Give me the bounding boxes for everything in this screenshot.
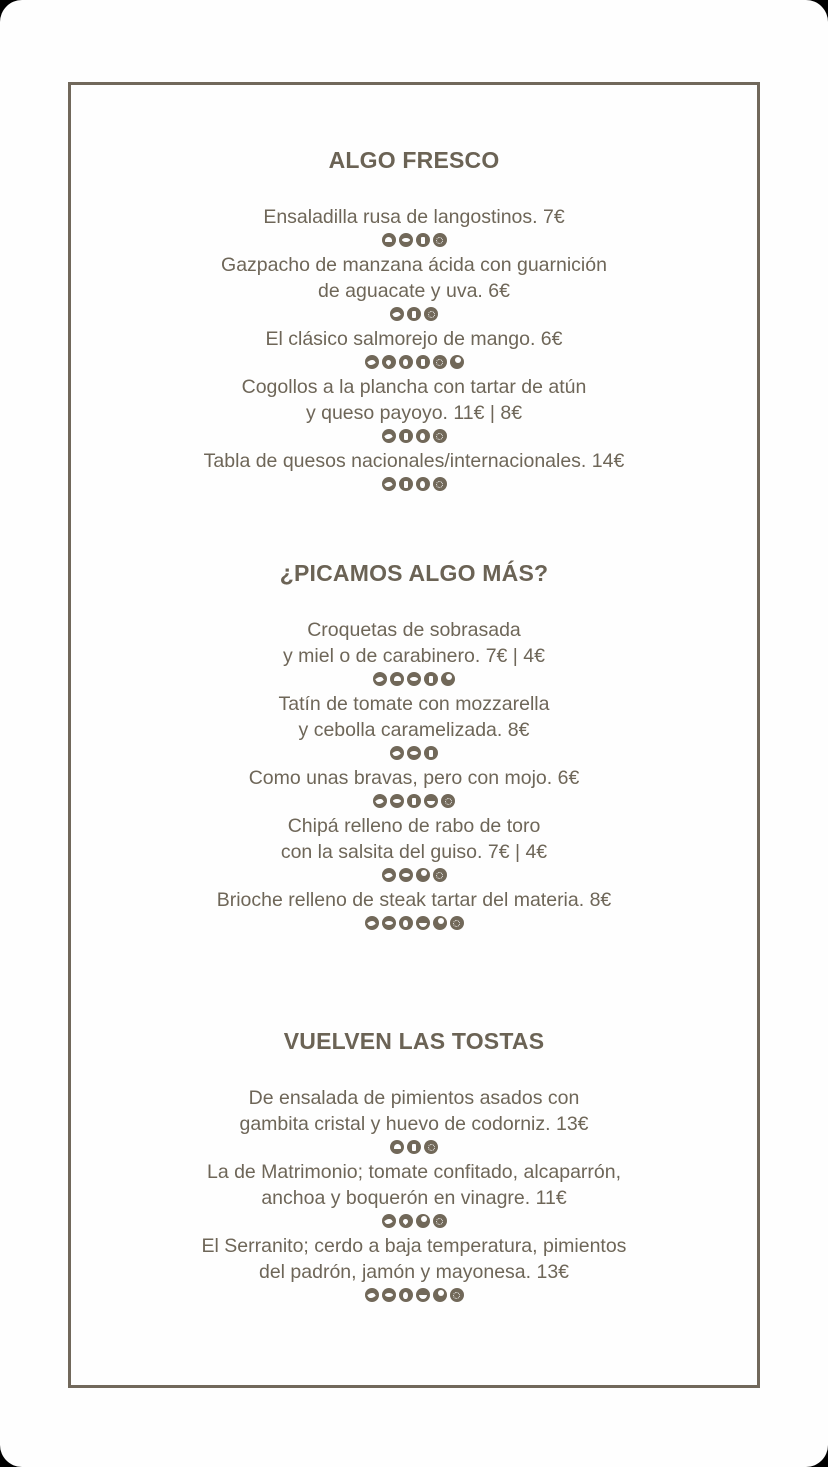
milk-icon — [399, 477, 413, 491]
leaf-icon — [373, 794, 387, 808]
allergen-icons — [71, 230, 757, 250]
section-picamos-algo-mas — [71, 560, 757, 935]
menu-item-text: y queso payoyo. 11€ | 8€ — [305, 402, 523, 424]
fish-icon — [399, 868, 413, 882]
menu-item — [71, 813, 757, 885]
section-vuelven-las-tostas — [71, 1028, 757, 1307]
moon-icon — [433, 1288, 447, 1302]
milk-icon — [407, 1140, 421, 1154]
drop-icon — [382, 355, 396, 369]
fish-icon — [407, 746, 421, 760]
section-title: ALGO FRESCO — [328, 147, 500, 173]
moon-icon — [416, 1214, 430, 1228]
menu-item — [71, 326, 757, 372]
nut-icon — [433, 429, 447, 443]
leaf-icon — [382, 477, 396, 491]
menu-item — [71, 252, 757, 324]
nut-icon — [433, 233, 447, 247]
menu-item-text: gambita cristal y huevo de codorniz. 13€ — [239, 1113, 589, 1135]
moon-icon — [441, 672, 455, 686]
milk-icon — [424, 746, 438, 760]
menu-item-text: El clásico salmorejo de mango. 6€ — [265, 328, 563, 350]
leaf-icon — [365, 1288, 379, 1302]
fish-icon — [407, 672, 421, 686]
menu-item-text: anchoa y boquerón en vinagre. 11€ — [261, 1187, 567, 1209]
egg-icon — [416, 429, 430, 443]
menu-item-text: Cogollos a la plancha con tartar de atún — [241, 376, 587, 398]
section-title: ¿PICAMOS ALGO MÁS? — [279, 560, 549, 586]
leaf-icon — [382, 429, 396, 443]
milk-icon — [407, 307, 421, 321]
menu-item — [71, 374, 757, 446]
menu-item — [71, 1159, 757, 1231]
leaf-icon — [382, 1214, 396, 1228]
menu-item — [71, 765, 757, 811]
allergen-icons — [71, 304, 757, 324]
nut-icon — [441, 794, 455, 808]
menu-item-text: Chipá relleno de rabo de toro — [287, 815, 541, 837]
menu-item-text: Tabla de quesos nacionales/internacionales. 14€ — [203, 450, 625, 472]
fish-icon — [399, 233, 413, 247]
leaf-icon — [373, 672, 387, 686]
nut-icon — [424, 1140, 438, 1154]
moon-icon — [433, 916, 447, 930]
milk-icon — [416, 233, 430, 247]
section-algo-fresco — [71, 147, 757, 496]
half-icon — [416, 1288, 430, 1302]
menu-item-text: De ensalada de pimientos asados con — [248, 1087, 580, 1109]
menu-item-text: Croquetas de sobrasada — [307, 619, 521, 641]
shell-icon — [390, 1140, 404, 1154]
section-title: VUELVEN LAS TOSTAS — [283, 1028, 545, 1054]
nut-icon — [433, 1214, 447, 1228]
egg-icon — [399, 916, 413, 930]
leaf-icon — [390, 746, 404, 760]
menu-item — [71, 1233, 757, 1305]
menu-item — [71, 204, 757, 250]
menu-item-text: Tatín de tomate con mozzarella — [278, 693, 550, 715]
menu-item-text: Como unas bravas, pero con mojo. 6€ — [248, 767, 580, 789]
allergen-icons — [71, 1211, 757, 1231]
egg-icon — [399, 1288, 413, 1302]
menu-item — [71, 1085, 757, 1157]
allergen-icons — [71, 669, 757, 689]
moon-icon — [450, 355, 464, 369]
menu-item — [71, 448, 757, 494]
menu-frame — [68, 82, 760, 1388]
half-icon — [424, 794, 438, 808]
menu-item-text: y cebolla caramelizada. 8€ — [298, 719, 530, 741]
fish-icon — [382, 1288, 396, 1302]
menu-item-text: La de Matrimonio; tomate confitado, alcaparrón, — [206, 1161, 622, 1183]
nut-icon — [450, 916, 464, 930]
shell-icon — [382, 233, 396, 247]
milk-icon — [407, 794, 421, 808]
leaf-icon — [390, 307, 404, 321]
allergen-icons — [71, 426, 757, 446]
allergen-icons — [71, 474, 757, 494]
allergen-icons — [71, 1137, 757, 1157]
moon-icon — [416, 868, 430, 882]
menu-item — [71, 617, 757, 689]
menu-item-text: de aguacate y uva. 6€ — [318, 280, 510, 302]
menu-item-text: Gazpacho de manzana ácida con guarnición — [221, 254, 607, 276]
allergen-icons — [71, 791, 757, 811]
nut-icon — [433, 868, 447, 882]
milk-icon — [416, 355, 430, 369]
menu-item-text: El Serranito; cerdo a baja temperatura, pimientos — [201, 1235, 627, 1257]
allergen-icons — [71, 352, 757, 372]
menu-item-text: del padrón, jamón y mayonesa. 13€ — [258, 1261, 570, 1283]
half-icon — [416, 916, 430, 930]
shell-icon — [390, 672, 404, 686]
drop-icon — [399, 1214, 413, 1228]
menu-item-text: Ensaladilla rusa de langostinos. 7€ — [263, 206, 565, 228]
nut-icon — [433, 355, 447, 369]
leaf-icon — [365, 355, 379, 369]
allergen-icons — [71, 743, 757, 763]
fish-icon — [390, 794, 404, 808]
menu-item-text: con la salsita del guiso. 7€ | 4€ — [280, 841, 548, 863]
nut-icon — [433, 477, 447, 491]
nut-icon — [424, 307, 438, 321]
leaf-icon — [382, 868, 396, 882]
milk-icon — [399, 429, 413, 443]
allergen-icons — [71, 913, 757, 933]
egg-icon — [416, 477, 430, 491]
milk-icon — [424, 672, 438, 686]
menu-item-text: y miel o de carabinero. 7€ | 4€ — [283, 645, 545, 667]
menu-item — [71, 691, 757, 763]
menu-item — [71, 887, 757, 933]
allergen-icons — [71, 1285, 757, 1305]
menu-item-text: Brioche relleno de steak tartar del materia. 8€ — [216, 889, 612, 911]
egg-icon — [399, 355, 413, 369]
leaf-icon — [365, 916, 379, 930]
fish-icon — [382, 916, 396, 930]
allergen-icons — [71, 865, 757, 885]
nut-icon — [450, 1288, 464, 1302]
